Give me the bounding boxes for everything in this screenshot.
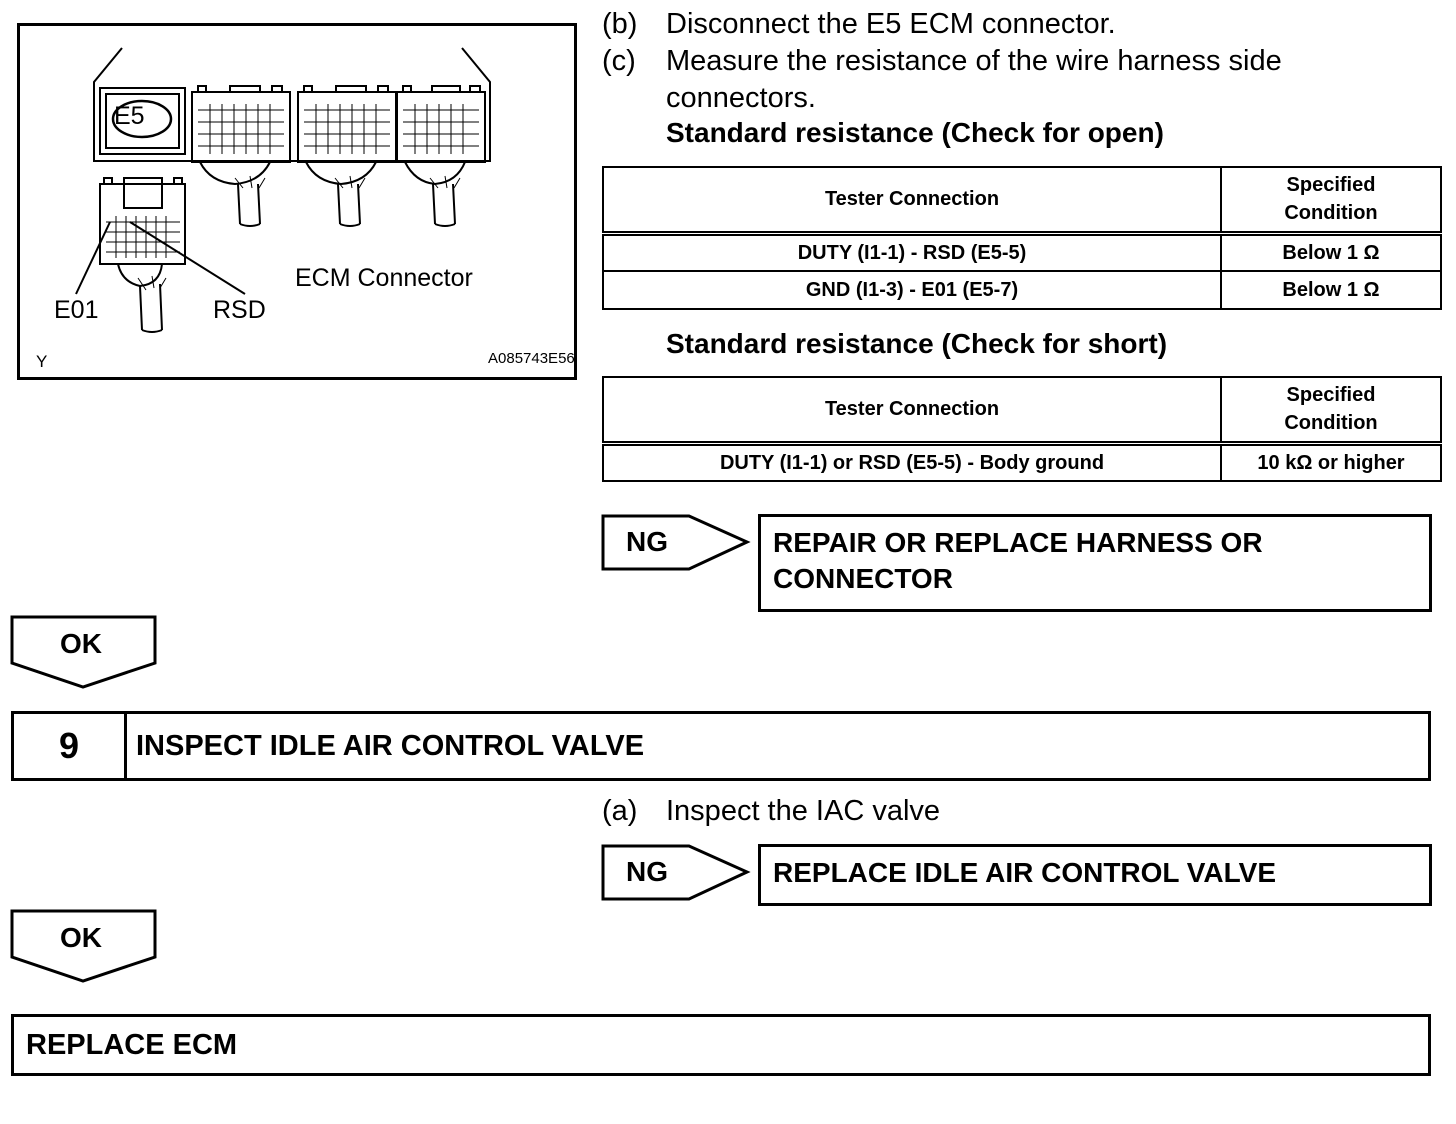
open-check-table: [602, 166, 1442, 310]
result-line2: CONNECTOR: [773, 563, 953, 594]
label-e01: E01: [54, 296, 99, 324]
replace-ecm-box: [11, 1014, 1431, 1076]
step-number: 9: [14, 714, 127, 778]
result-line1: REPAIR OR REPLACE HARNESS OR: [773, 527, 1263, 558]
header-specified-condition: [1221, 167, 1441, 233]
step-9-header: [11, 711, 1431, 781]
header-condition-line2: Condition: [1284, 202, 1378, 225]
final-text: REPLACE ECM: [26, 1028, 238, 1061]
label-rsd: RSD: [213, 296, 266, 324]
table-row: [603, 443, 1441, 481]
short-check-table: [602, 376, 1442, 482]
header-condition-line1: Specified: [1286, 384, 1376, 407]
header-tester-connection: Tester Connection: [603, 167, 1221, 233]
header-condition-line1: Specified: [1286, 174, 1376, 197]
replace-iac-result-box: [758, 844, 1432, 906]
figure-corner-code: Y: [36, 352, 48, 371]
ecm-connector-figure: [17, 23, 577, 380]
result-text: REPLACE IDLE AIR CONTROL VALVE: [773, 857, 1276, 888]
table-row: [603, 271, 1441, 309]
header-tester-connection: Tester Connection: [603, 377, 1221, 443]
ok-flag-label: OK: [60, 922, 102, 953]
table-row: [603, 233, 1441, 271]
short-check-heading: Standard resistance (Check for short): [666, 328, 1168, 359]
figure-id: A085743E56: [488, 350, 575, 367]
header-specified-condition: [1221, 377, 1441, 443]
row-connection: DUTY (I1-1) - RSD (E5-5): [603, 233, 1221, 271]
step-b-text: Disconnect the E5 ECM connector.: [666, 8, 1116, 40]
figure-title: ECM Connector: [295, 264, 473, 292]
step-c-text-line1: Measure the resistance of the wire harness side: [666, 45, 1282, 77]
row-condition: 10 kΩ or higher: [1221, 443, 1441, 481]
open-check-heading: Standard resistance (Check for open): [666, 117, 1164, 148]
table-header-row: [603, 167, 1441, 233]
row-condition: Below 1 Ω: [1221, 271, 1441, 309]
connector-tag-e5: E5: [114, 102, 145, 130]
table-header-row: [603, 377, 1441, 443]
row-condition: Below 1 Ω: [1221, 233, 1441, 271]
step-a-letter: (a): [602, 795, 638, 827]
repair-harness-result-box: [758, 514, 1432, 612]
ecm-connector-drawing: [20, 26, 574, 377]
ok-flag-label: OK: [60, 628, 102, 659]
ng-arrow-flag: [601, 844, 751, 902]
step-c-letter: (c): [602, 45, 636, 77]
step-c-text-line2: connectors.: [666, 82, 816, 114]
step-a-text: Inspect the IAC valve: [666, 795, 941, 827]
step-title: INSPECT IDLE AIR CONTROL VALVE: [136, 729, 645, 762]
row-connection: DUTY (I1-1) or RSD (E5-5) - Body ground: [603, 443, 1221, 481]
step-b-letter: (b): [602, 8, 638, 40]
row-connection: GND (I1-3) - E01 (E5-7): [603, 271, 1221, 309]
ng-flag-label: NG: [626, 856, 668, 887]
ng-arrow-flag: [601, 514, 751, 572]
header-condition-line2: Condition: [1284, 412, 1378, 435]
ng-flag-label: NG: [626, 526, 668, 557]
